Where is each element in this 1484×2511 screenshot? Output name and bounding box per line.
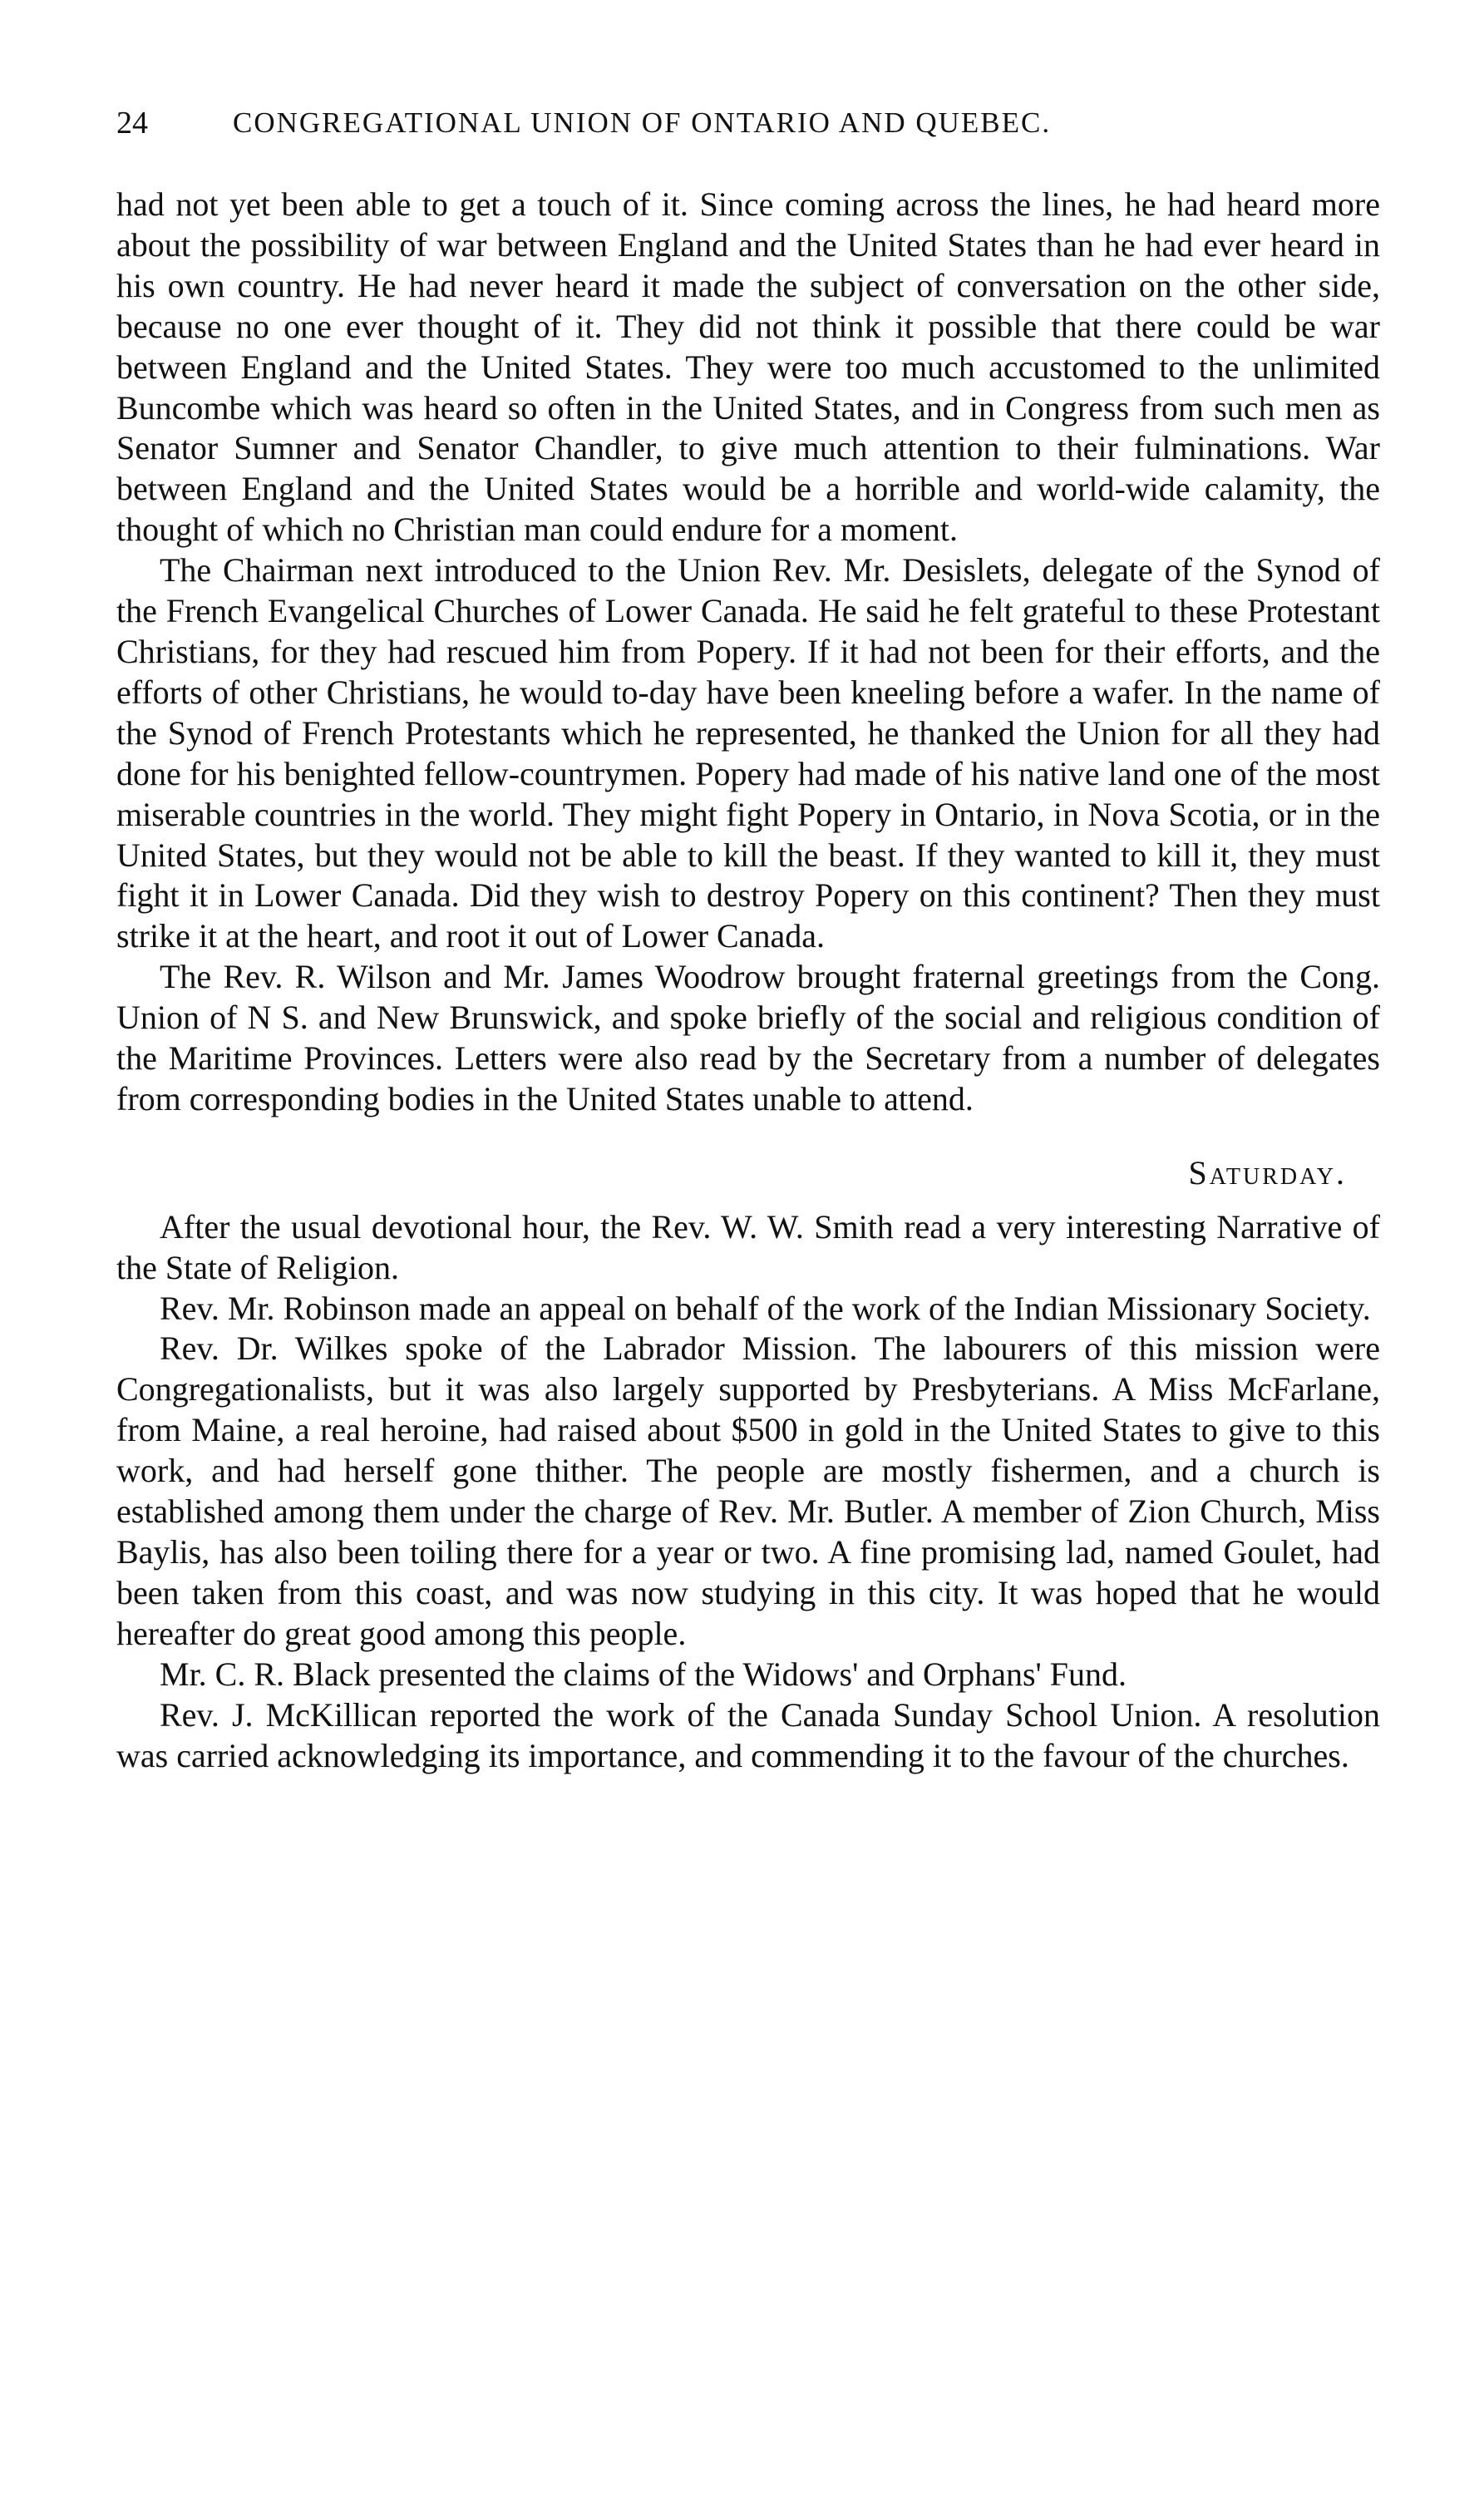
paragraph-labrador-mission: Rev. Dr. Wilkes spoke of the Labrador Mission. The labourers of this mission were Congregationalists, but it was also largely supported by Presbyterians. A Miss McFarlane, from Maine, a real heroine, had raised about $500 in gold in the United States to give to this work, and had herself gone thither. The people are mostly fishermen, and a church is established among them under the charge of Rev. Mr. Butler. A member of Zion Church, Miss Baylis, has also been toiling there for a year or two. A fine promising lad, named Goulet, had been taken from this coast, and was now studying in this city. It was hoped that he would hereafter do great good among this people. — [116, 1329, 1380, 1652]
paragraph-narrative-of-religion: After the usual devotional hour, the Rev. W. W. Smith read a very interesting Narrative of the State of Religion. — [116, 1207, 1380, 1286]
paragraph-desislets: The Chairman next introduced to the Union Rev. Mr. Desislets, delegate of the Synod of the French Evangelical Churches of Lower Canada. He said he felt grateful to these Protestant Christians, for they had rescued him from Popery. If it had not been for their efforts, and the efforts of other Christians, he would to-day have been kneeling before a wafer. In the name of the Synod of French Protestants which he represented, he thanked the Union for all they had done for his benighted fellow-countrymen. Popery had made of his native land one of the most miserable countries in the world. They might fight Popery in Ontario, in Nova Scotia, or in the United States, but they would not be able to kill the beast. If they wanted to kill it, they must fight it in Lower Canada. Did they wish to destroy Popery on this continent? Then they must strike it at the heart, and root it out of Lower Canada. — [116, 551, 1380, 955]
running-title: CONGREGATIONAL UNION OF ONTARIO AND QUEBEC. — [233, 106, 1052, 139]
body-text — [116, 185, 1380, 1776]
paragraph-widows-fund: Mr. C. R. Black presented the claims of the Widows' and Orphans' Fund. — [160, 1655, 1127, 1693]
running-head — [116, 98, 1363, 148]
paragraph-indian-missionary: Rev. Mr. Robinson made an appeal on behalf of the work of the Indian Missionary Society. — [160, 1289, 1371, 1327]
paragraph-war-remarks: had not yet been able to get a touch of it. Since coming across the lines, he had heard more about the possibility of war between England and the United States than he had ever heard in his own country. He had never heard it made the subject of conversation on the other side, because no one ever thought of it. They did not think it possible that there could be war between England and the United States. They were too much accustomed to the unlimited Buncombe which was heard so often in the United States, and in Congress from such men as Senator Sumner and Senator Chandler, to give much attention to their fulminations. War between England and the United States would be a horrible and world-wide calamity, the thought of which no Christian man could endure for a moment. — [116, 185, 1380, 549]
page-number: 24 — [116, 106, 148, 141]
paragraph-maritime-greetings: The Rev. R. Wilson and Mr. James Woodrow brought fraternal greetings from the Cong. Union of N S. and New Brunswick, and spoke briefly of the social and religious condition of the Maritime Provinces. Letters were also read by the Secretary from a number of delegates from corresponding bodies in the United States unable to attend. — [116, 958, 1380, 1117]
section-heading-saturday: Saturday. — [1188, 1153, 1347, 1191]
paragraph-sunday-school: Rev. J. McKillican reported the work of the Canada Sunday School Union. A resolution was carried acknowledging its importance, and commending it to the favour of the churches. — [116, 1695, 1380, 1774]
